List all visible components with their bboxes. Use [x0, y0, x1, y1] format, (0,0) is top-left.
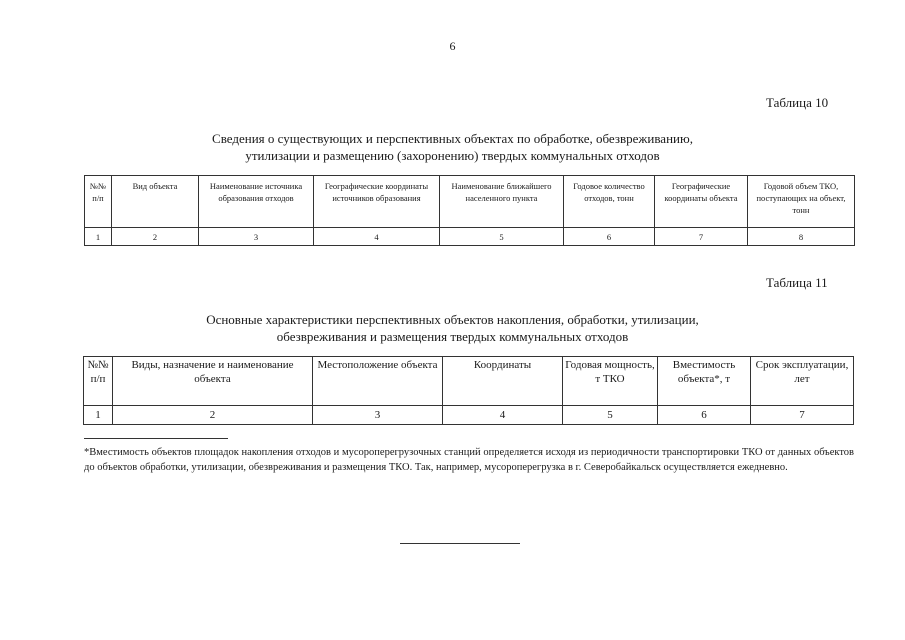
table-11-number-cell: 1: [84, 406, 113, 425]
table-11-number-cell: 5: [563, 406, 658, 425]
table-10-header-cell: Годовое количество отходов, тонн: [564, 176, 655, 228]
table-10-header-cell: Наименование ближайшего населенного пункта: [440, 176, 564, 228]
table-10-title-line-2: утилизации и размещению (захоронению) твердых коммунальных отходов: [245, 148, 660, 163]
table-11-number-cell: 4: [443, 406, 563, 425]
table-11-number-cell: 2: [113, 406, 313, 425]
table-11-header-cell: Срок эксплуатации, лет: [751, 357, 854, 406]
end-separator: [400, 543, 520, 544]
table-10-header-cell: Географические координаты объекта: [655, 176, 748, 228]
table-11-header-cell: Координаты: [443, 357, 563, 406]
table-10-header-cell: №№ п/п: [85, 176, 112, 228]
table-10-title-line-1: Сведения о существующих и перспективных объектах по обработке, обезвреживанию,: [212, 131, 693, 146]
table-10-header-cell: Вид объекта: [112, 176, 199, 228]
table-10-title: [0, 130, 905, 164]
footnote-separator: [84, 438, 228, 439]
table-11-number-cell: 6: [658, 406, 751, 425]
table-10-header-cell: Годовой объем ТКО, поступающих на объект, тонн: [748, 176, 855, 228]
table-10-number-cell: 2: [112, 228, 199, 246]
table-10-header-cell: Географические координаты источников образования: [314, 176, 440, 228]
table-11-header-cell: Годовая мощность, т ТКО: [563, 357, 658, 406]
table-10-number-cell: 5: [440, 228, 564, 246]
table-11: [83, 356, 854, 425]
table-11-title-line-2: обезвреживания и размещения твердых коммунальных отходов: [276, 329, 629, 344]
page-number: 6: [449, 39, 456, 53]
table-11-number-row: [84, 406, 854, 425]
table-11-header-cell: №№ п/п: [84, 357, 113, 406]
table-10-number-row: [85, 228, 855, 246]
table-11-number-cell: 7: [751, 406, 854, 425]
table-10-number-cell: 4: [314, 228, 440, 246]
table-10-number-cell: 3: [199, 228, 314, 246]
table-10-number-cell: 1: [85, 228, 112, 246]
table-10-number-cell: 8: [748, 228, 855, 246]
table-11-number-cell: 3: [313, 406, 443, 425]
table-10-header-cell: Наименование источника образования отходов: [199, 176, 314, 228]
table-11-header-row: [84, 357, 854, 406]
table-11-title-line-1: Основные характеристики перспективных объектов накопления, обработки, утилизации,: [206, 312, 699, 327]
table-11-header-cell: Вместимость объекта*, т: [658, 357, 751, 406]
table-10-label: Таблица 10: [766, 95, 829, 110]
table-10-header-row: [85, 176, 855, 228]
footnote: *Вместимость объектов площадок накопления отходов и мусороперегрузочных станций определяется исходя из периодичности транспортировки ТКО от данных объектов до объектов обработки, утилизации, обезвреживания и размещения ТКО. Так, например, мусороперегрузка в г. Северобайкальск осуществляется ежедневно.: [84, 447, 854, 473]
table-11-label: Таблица 11: [766, 275, 828, 290]
table-10: [84, 175, 855, 246]
table-11-header-cell: Местоположение объекта: [313, 357, 443, 406]
table-10-number-cell: 6: [564, 228, 655, 246]
table-11-header-cell: Виды, назначение и наименование объекта: [113, 357, 313, 406]
table-11-title: [0, 311, 905, 345]
table-10-number-cell: 7: [655, 228, 748, 246]
